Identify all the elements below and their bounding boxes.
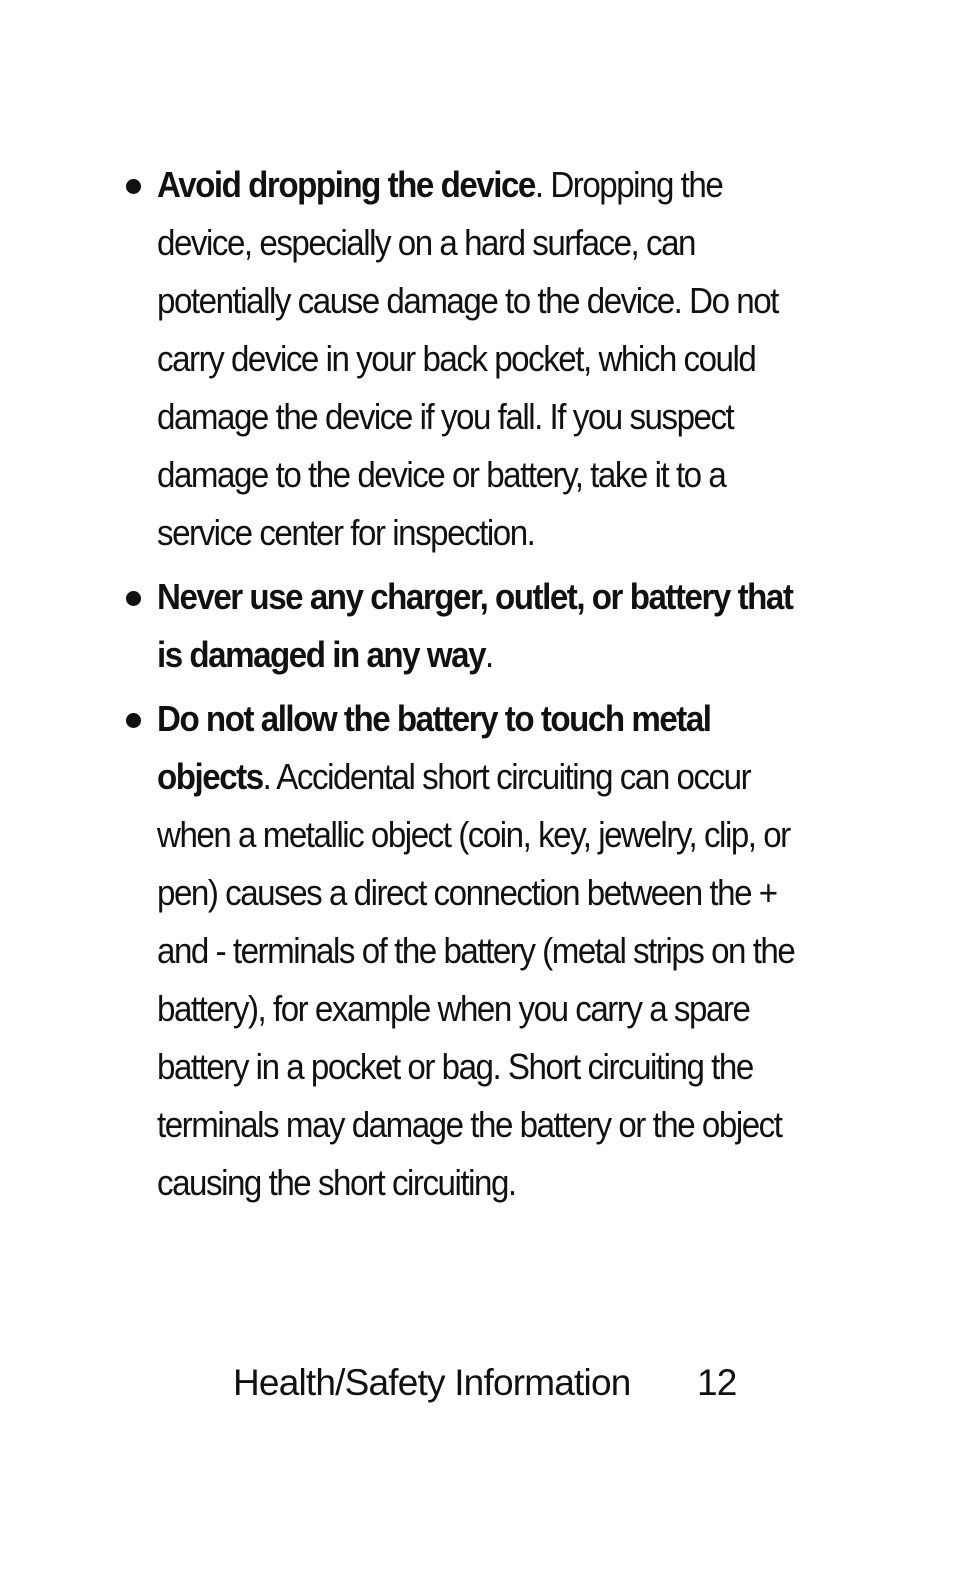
bullet-text <box>157 568 812 684</box>
bullet-heading: Avoid dropping the device <box>157 164 535 205</box>
page-number: 12 <box>697 1362 737 1403</box>
footer-section-title: Health/Safety Information <box>233 1362 631 1403</box>
bullet-dot-icon <box>126 713 141 728</box>
bullet-body: . <box>485 634 493 675</box>
bullet-text <box>157 690 812 1212</box>
bullet-item-metal-objects <box>124 690 824 1212</box>
bullet-body: . Accidental short circuiting can occur when a metallic object (coin, key, jewelry, clip, or pen) causes a direct connection between the + and - terminals of the battery (metal strips on the battery), for example when you carry a spare battery in a pocket or bag. Short circuiting the terminals may damage the battery or the object causing the short circuiting. <box>157 756 795 1203</box>
bullet-dot-icon <box>126 179 141 194</box>
bullet-item-damaged-charger <box>124 568 824 684</box>
bullet-text <box>157 156 812 562</box>
bullet-body: . Dropping the device, especially on a hard surface, can potentially cause damage to the device. Do not carry device in your back pocket, which could damage the device if you fall. If you suspect damage to the device or battery, take it to a service center for inspection. <box>157 164 778 553</box>
bullet-item-avoid-dropping <box>124 156 824 562</box>
bullet-heading: Do not allow the battery to touch metal objects <box>157 698 711 797</box>
bullet-dot-icon <box>126 591 141 606</box>
page-footer <box>0 1355 954 1411</box>
bullet-heading: Never use any charger, outlet, or battery that is damaged in any way <box>157 576 793 675</box>
safety-bullet-list <box>124 156 824 1218</box>
